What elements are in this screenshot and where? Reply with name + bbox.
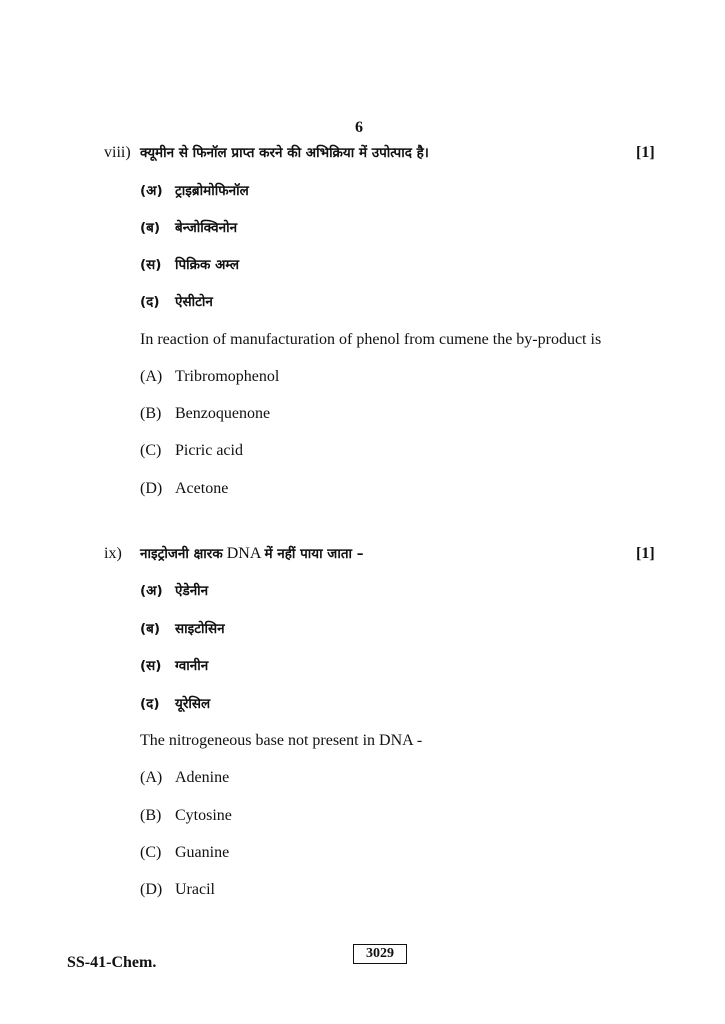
question-viii (104, 143, 429, 163)
option-label: (द) (140, 294, 160, 310)
option-label: (स) (140, 658, 162, 674)
option-text: Cytosine (175, 807, 232, 824)
option-label: (अ) (140, 583, 163, 599)
option-label: (ब) (140, 220, 161, 236)
option-text: Adenine (175, 769, 230, 786)
option-label: (ब) (140, 621, 161, 637)
option (140, 843, 229, 863)
option (140, 218, 237, 238)
option (140, 255, 239, 275)
paper-code: SS-41-Chem. (67, 954, 157, 971)
marks: [1] (636, 545, 655, 562)
option (140, 694, 210, 714)
option (140, 656, 208, 676)
option-text: Uracil (175, 881, 215, 898)
option-label: (द) (140, 696, 160, 712)
option (140, 806, 232, 826)
option-label: (C) (140, 442, 162, 459)
option (140, 181, 249, 201)
question-text-hindi: क्यूमीन से फिनॉल प्राप्त करने की अभिक्रिया में उपोत्पाद है। (140, 145, 429, 161)
question-text-hindi-part1: नाइट्रोजनी क्षारक (140, 546, 223, 562)
option-text: Picric acid (175, 442, 243, 459)
question-text-english: In reaction of manufacturation of phenol from cumene the by-product is (140, 331, 602, 348)
option-label: (B) (140, 807, 162, 824)
option (140, 581, 208, 601)
option-text: ट्राइब्रोमोफिनॉल (175, 183, 249, 199)
option-text: बेन्जोक्विनोन (175, 220, 238, 236)
page-number: 6 (355, 119, 363, 136)
question-text-english: The nitrogeneous base not present in DNA - (140, 732, 423, 749)
option-text: यूरेसिल (175, 696, 211, 712)
option-text: ऐसीटोन (175, 294, 213, 310)
marks: [1] (636, 144, 655, 161)
option-text: Guanine (175, 844, 230, 861)
option (140, 880, 215, 900)
option (140, 292, 213, 312)
option-label: (C) (140, 844, 162, 861)
option-label: (A) (140, 769, 163, 786)
option-label: (A) (140, 368, 163, 385)
question-text-hindi-part2: में नहीं पाया जाता – (264, 546, 364, 562)
serial-number-box: 3029 (353, 944, 407, 964)
option-text: Acetone (175, 480, 229, 497)
option-text: साइटोसिन (175, 621, 225, 637)
option-text: Tribromophenol (175, 368, 280, 385)
question-number: viii) (104, 144, 131, 161)
option (140, 479, 228, 499)
option (140, 768, 229, 788)
option-label: (स) (140, 257, 162, 273)
option-label: (अ) (140, 183, 163, 199)
option-label: (B) (140, 405, 162, 422)
option-text: ऐडेनीन (175, 583, 209, 599)
question-text-dna: DNA (226, 545, 261, 562)
option (140, 404, 270, 424)
option-label: (D) (140, 480, 163, 497)
question-ix (104, 544, 363, 564)
option (140, 619, 225, 639)
option-label: (D) (140, 881, 163, 898)
option (140, 441, 243, 461)
question-number: ix) (104, 545, 122, 562)
option-text: पिक्रिक अम्ल (175, 257, 240, 273)
option (140, 367, 279, 387)
option-text: ग्वानीन (175, 658, 209, 674)
option-text: Benzoquenone (175, 405, 271, 422)
